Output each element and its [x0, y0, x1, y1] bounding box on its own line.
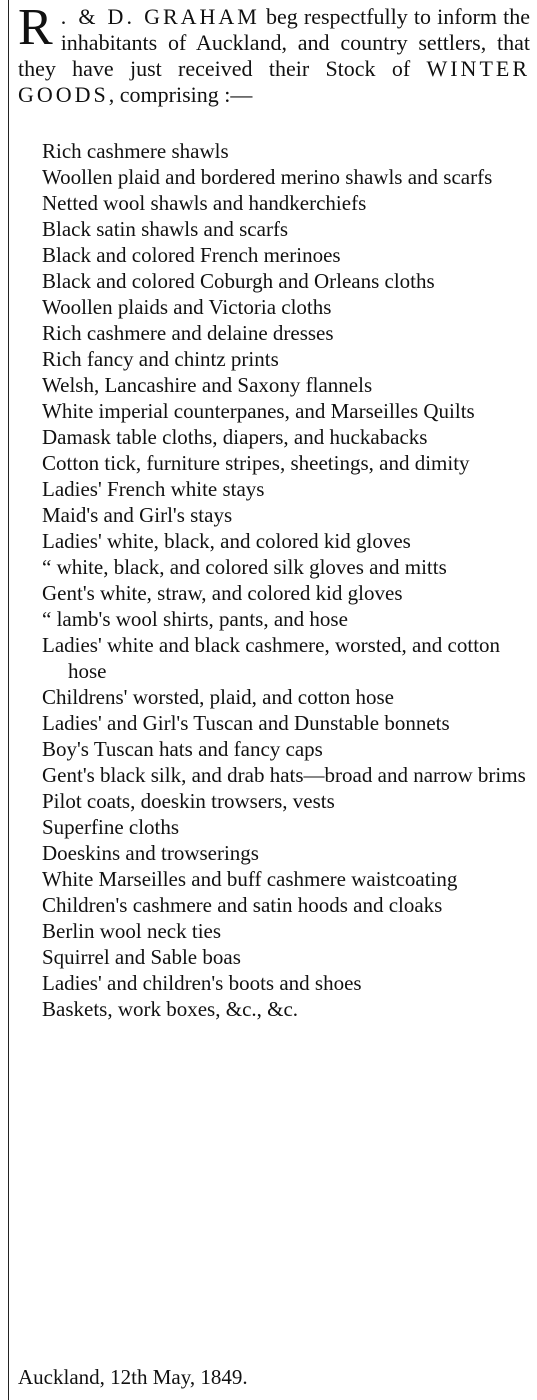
list-item: Welsh, Lancashire and Saxony flannels — [42, 373, 373, 397]
list-item: Ladies' and Girl's Tuscan and Dunstable bonnets — [42, 711, 450, 735]
list-item: Baskets, work boxes, &c., &c. — [42, 997, 299, 1021]
list-item: Superfine cloths — [42, 815, 180, 839]
intro-text-end: , comprising :— — [108, 82, 253, 107]
list-item: Childrens' worsted, plaid, and cotton hose — [42, 685, 394, 709]
list-item: “ white, black, and colored silk gloves and mitts — [42, 555, 447, 579]
list-item: Rich cashmere and delaine dresses — [42, 321, 334, 345]
intro-text: beg respectfully to inform the inhabitants of Auckland, and country settlers, that they have just received their Stock of — [18, 4, 530, 81]
firm-name: . & D. GRAHAM — [60, 4, 260, 29]
list-item: Netted wool shawls and handkerchiefs — [42, 191, 367, 215]
list-item: Maid's and Girl's stays — [42, 503, 233, 527]
list-item: Gent's white, straw, and colored kid gloves — [42, 581, 403, 605]
list-item: Pilot coats, doeskin trowsers, vests — [42, 789, 335, 813]
list-item: White imperial counterpanes, and Marseilles Quilts — [42, 399, 475, 423]
list-item: Rich fancy and chintz prints — [42, 347, 279, 371]
list-item: Children's cashmere and satin hoods and cloaks — [42, 893, 443, 917]
list-item: Black and colored Coburgh and Orleans cloths — [42, 269, 435, 293]
list-item: Black and colored French merinoes — [42, 243, 341, 267]
list-item: Gent's black silk, and drab hats—broad and narrow brims — [42, 763, 526, 787]
list-item: Cotton tick, furniture stripes, sheetings, and dimity — [42, 451, 470, 475]
list-item: Doeskins and trowserings — [42, 841, 259, 865]
dateline: Auckland, 12th May, 1849. — [18, 1365, 248, 1389]
list-item: Woollen plaid and bordered merino shawls and scarfs — [42, 165, 493, 189]
drop-cap-initial: R — [18, 0, 53, 56]
list-item: Rich cashmere shawls — [42, 139, 229, 163]
list-item: Ladies' and children's boots and shoes — [42, 971, 362, 995]
list-item: White Marseilles and buff cashmere waistcoating — [42, 867, 458, 891]
list-item: Ladies' white and black cashmere, worsted, and cotton hose — [42, 633, 501, 683]
list-item: Woollen plaids and Victoria cloths — [42, 295, 332, 319]
advertisement-intro — [18, 0, 530, 108]
list-item: Ladies' white, black, and colored kid gloves — [42, 529, 411, 553]
list-item: Ladies' French white stays — [42, 477, 265, 501]
list-item: “ lamb's wool shirts, pants, and hose — [42, 607, 348, 631]
list-item: Boy's Tuscan hats and fancy caps — [42, 737, 323, 761]
list-item: Damask table cloths, diapers, and huckabacks — [42, 425, 428, 449]
column-rule — [8, 0, 9, 1400]
list-item: Berlin wool neck ties — [42, 919, 222, 943]
goods-list — [18, 138, 530, 1022]
goods-heading: WINTER GOODS — [18, 56, 530, 107]
list-item: Squirrel and Sable boas — [42, 945, 241, 969]
list-item: Black satin shawls and scarfs — [42, 217, 289, 241]
